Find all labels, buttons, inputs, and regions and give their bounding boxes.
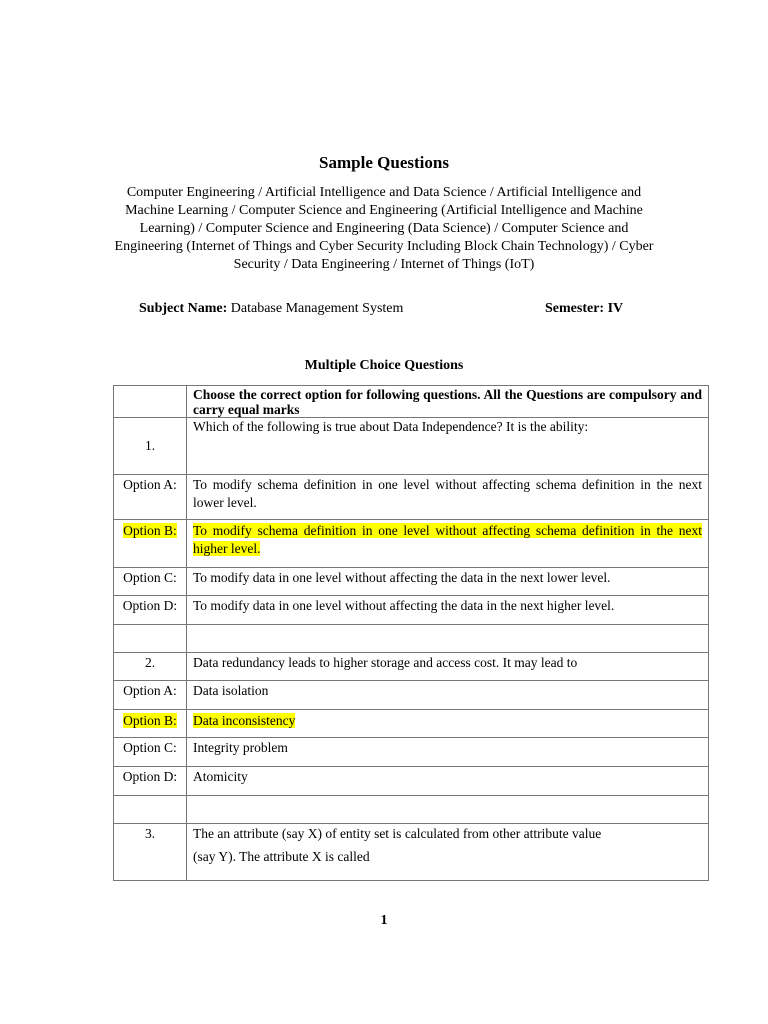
page-title: Sample Questions xyxy=(319,153,449,172)
question-text-line: The an attribute (say X) of entity set is calculated from other attribute value xyxy=(193,826,602,841)
question-number: 1. xyxy=(114,418,187,475)
highlighted-label: Option B: xyxy=(123,523,177,538)
option-text: Data isolation xyxy=(187,681,709,710)
option-row xyxy=(114,767,709,796)
page-number: 1 xyxy=(380,913,388,928)
option-label: Option A: xyxy=(114,475,187,520)
option-row-correct xyxy=(114,520,709,568)
table-cell xyxy=(187,625,709,653)
question-row xyxy=(114,418,709,475)
highlighted-answer: Data inconsistency xyxy=(193,713,296,728)
option-text: To modify schema definition in one level without affecting schema definition in the next lower level. xyxy=(187,475,709,520)
table-cell xyxy=(114,625,187,653)
option-label: Option C: xyxy=(114,738,187,767)
option-row-correct xyxy=(114,710,709,738)
option-row xyxy=(114,475,709,520)
table-header: Choose the correct option for following questions. All the Questions are compulsory and carry equal marks xyxy=(187,386,709,418)
programs-list: Computer Engineering / Artificial Intelligence and Data Science / Artificial Intelligence and Machine Learning / Computer Science and Engineering (Artificial Intelligence and Machine Learning) / Computer Science and Engineering (Data Science) / Computer Science and Engineering (Internet of Things and Cyber Security Including Block Chain Technology) / Cyber Security / Data Engineering / Internet of Things (IoT) xyxy=(114,185,654,272)
table-cell xyxy=(114,386,187,418)
spacer-row xyxy=(114,625,709,653)
option-label xyxy=(114,710,187,738)
semester-value: IV xyxy=(607,301,624,316)
option-text: Integrity problem xyxy=(187,738,709,767)
option-row xyxy=(114,568,709,596)
highlighted-answer: To modify schema definition in one level without affecting schema definition in the next higher level. xyxy=(193,523,702,556)
option-label: Option C: xyxy=(114,568,187,596)
subject-label: Subject Name: xyxy=(139,301,228,316)
question-number: 2. xyxy=(114,653,187,681)
semester-label: Semester: xyxy=(545,301,605,316)
option-text: To modify data in one level without affecting the data in the next lower level. xyxy=(187,568,709,596)
option-label: Option A: xyxy=(114,681,187,710)
mcq-table xyxy=(113,385,709,881)
option-label: Option D: xyxy=(114,767,187,796)
table-header-row xyxy=(114,386,709,418)
option-row xyxy=(114,596,709,625)
question-number: 3. xyxy=(114,824,187,881)
option-text: Atomicity xyxy=(187,767,709,796)
option-text: To modify data in one level without affecting the data in the next higher level. xyxy=(187,596,709,625)
option-row xyxy=(114,681,709,710)
section-title: Multiple Choice Questions xyxy=(304,358,464,373)
question-text: Which of the following is true about Data Independence? It is the ability: xyxy=(187,418,709,475)
option-row xyxy=(114,738,709,767)
question-text-line: (say Y). The attribute X is called xyxy=(193,849,370,864)
option-label xyxy=(114,520,187,568)
question-text: Data redundancy leads to higher storage and access cost. It may lead to xyxy=(187,653,709,681)
semester xyxy=(545,301,623,317)
option-text xyxy=(187,520,709,568)
question-row xyxy=(114,653,709,681)
option-label: Option D: xyxy=(114,596,187,625)
subject-name xyxy=(139,301,403,317)
table-cell xyxy=(114,796,187,824)
option-text xyxy=(187,710,709,738)
question-row xyxy=(114,824,709,881)
highlighted-label: Option B: xyxy=(123,713,177,728)
question-text xyxy=(187,824,709,881)
subject-value: Database Management System xyxy=(230,301,404,316)
